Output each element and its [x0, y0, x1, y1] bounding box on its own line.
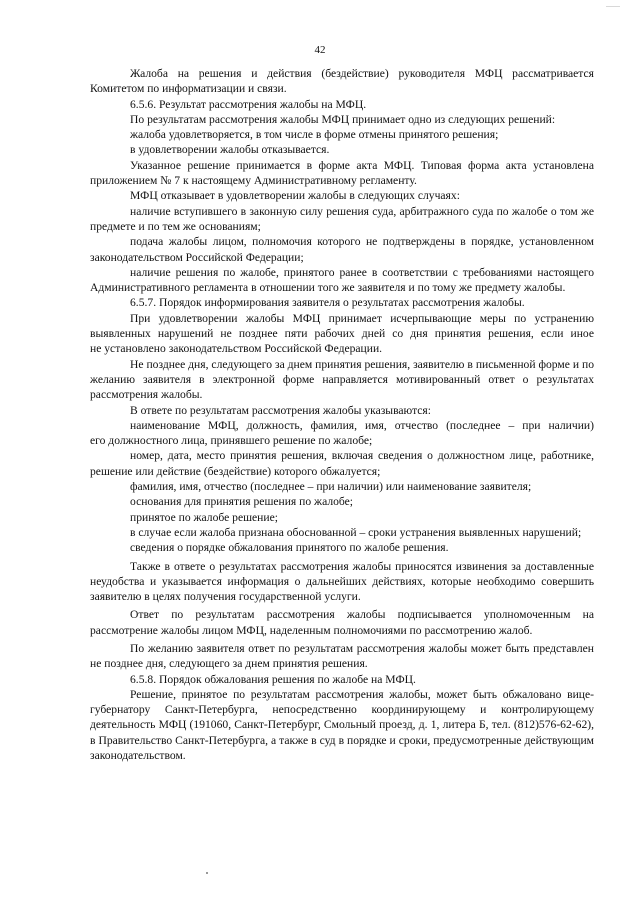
- page-number: 42: [314, 44, 326, 56]
- paragraph: Не позднее дня, следующего за днем принятия решения, заявителю в письменной форме и по желанию заявителя в электронной форме направляется мотивированный ответ о результатах рассмотрения жалобы.: [90, 357, 594, 402]
- paragraph: Также в ответе о результатах рассмотрения жалобы приносятся извинения за доставленные неудобства и указывается информация о дальнейших действиях, которые необходимо совершить заявителю в целях получения государственной услуги.: [90, 559, 594, 604]
- list-item: наличие решения по жалобе, принятого ранее в соответствии с требованиями настоящего Административного регламента в отношении того же заявителя и по тому же предмету жалобы.: [90, 265, 594, 295]
- paragraph: Решение, принятое по результатам рассмотрения жалобы, может быть обжаловано вице-губернатору Санкт-Петербурга, непосредственно координирующему и контролирующему деятельность МФЦ (191060, Санкт-Петербург, Смольный проезд, д. 1, литера Б, тел. (812)576-62-62), в Правительство Санкт-Петербурга, а также в суд в порядке и сроки, предусмотренные действующим законодательством.: [90, 687, 594, 763]
- list-item: сведения о порядке обжалования принятого по жалобе решения.: [130, 541, 449, 555]
- list-item: наличие вступившего в законную силу решения суда, арбитражного суда по жалобе о том же предмете и по тем же основаниям;: [90, 204, 594, 233]
- paragraph: Указанное решение принимается в форме акта МФЦ. Типовая форма акта установлена приложением № 7 к настоящему Административному регламенту.: [90, 158, 594, 188]
- list-item: жалоба удовлетворяется, в том числе в форме отмены принятого решения;: [130, 128, 499, 142]
- paragraph-continuation: не установлено законодательством Российской Федерации.: [90, 342, 383, 356]
- section-heading: 6.5.8. Порядок обжалования решения по жалобе на МФЦ.: [130, 672, 416, 686]
- section-heading: 6.5.6. Результат рассмотрения жалобы на МФЦ.: [130, 97, 367, 111]
- scan-mark: [606, 6, 620, 7]
- paragraph: В ответе по результатам рассмотрения жалобы указываются:: [130, 403, 431, 417]
- list-item: подача жалобы лицом, полномочия которого не подтверждены в порядке, установленном законодательством Российской Федерации;: [90, 235, 594, 264]
- list-item-continuation: его должностного лица, принявшего решение по жалобе;: [90, 434, 373, 448]
- list-item: основания для принятия решения по жалобе;: [130, 495, 354, 509]
- list-item: принятое по жалобе решение;: [130, 510, 278, 524]
- list-item: номер, дата, место принятия решения, включая сведения о должностном лице, работнике, решение или действие (бездействие) которого обжалуется;: [90, 449, 594, 478]
- list-item: наименование МФЦ, должность, фамилия, имя, отчество (последнее – при наличии): [130, 418, 594, 432]
- list-item: в удовлетворении жалобы отказывается.: [130, 143, 330, 157]
- scan-speck: [206, 872, 208, 874]
- paragraph: МФЦ отказывает в удовлетворении жалобы в следующих случаях:: [130, 189, 460, 203]
- document-body: [90, 66, 594, 763]
- list-item: в случае если жалоба признана обоснованной – сроки устранения выявленных нарушений;: [130, 525, 582, 539]
- paragraph: Ответ по результатам рассмотрения жалобы подписывается уполномоченным на рассмотрение жалобы лицом МФЦ, наделенным полномочиями по рассмотрению жалоб.: [90, 608, 594, 637]
- paragraph: Жалоба на решения и действия (бездействие) руководителя МФЦ рассматривается Комитетом по информатизации и связи.: [90, 67, 594, 96]
- paragraph: По желанию заявителя ответ по результатам рассмотрения жалобы может быть представлен не позднее дня, следующего за днем принятия решения.: [90, 641, 594, 671]
- paragraph: По результатам рассмотрения жалобы МФЦ принимает одно из следующих решений:: [130, 112, 556, 126]
- list-item: фамилия, имя, отчество (последнее – при наличии) или наименование заявителя;: [130, 480, 532, 494]
- paragraph: При удовлетворении жалобы МФЦ принимает исчерпывающие меры по устранению выявленных нарушений не позднее пяти рабочих дней со дня принятия решения, если иное: [90, 311, 594, 341]
- section-heading: 6.5.7. Порядок информирования заявителя о результатах рассмотрения жалобы.: [130, 296, 525, 310]
